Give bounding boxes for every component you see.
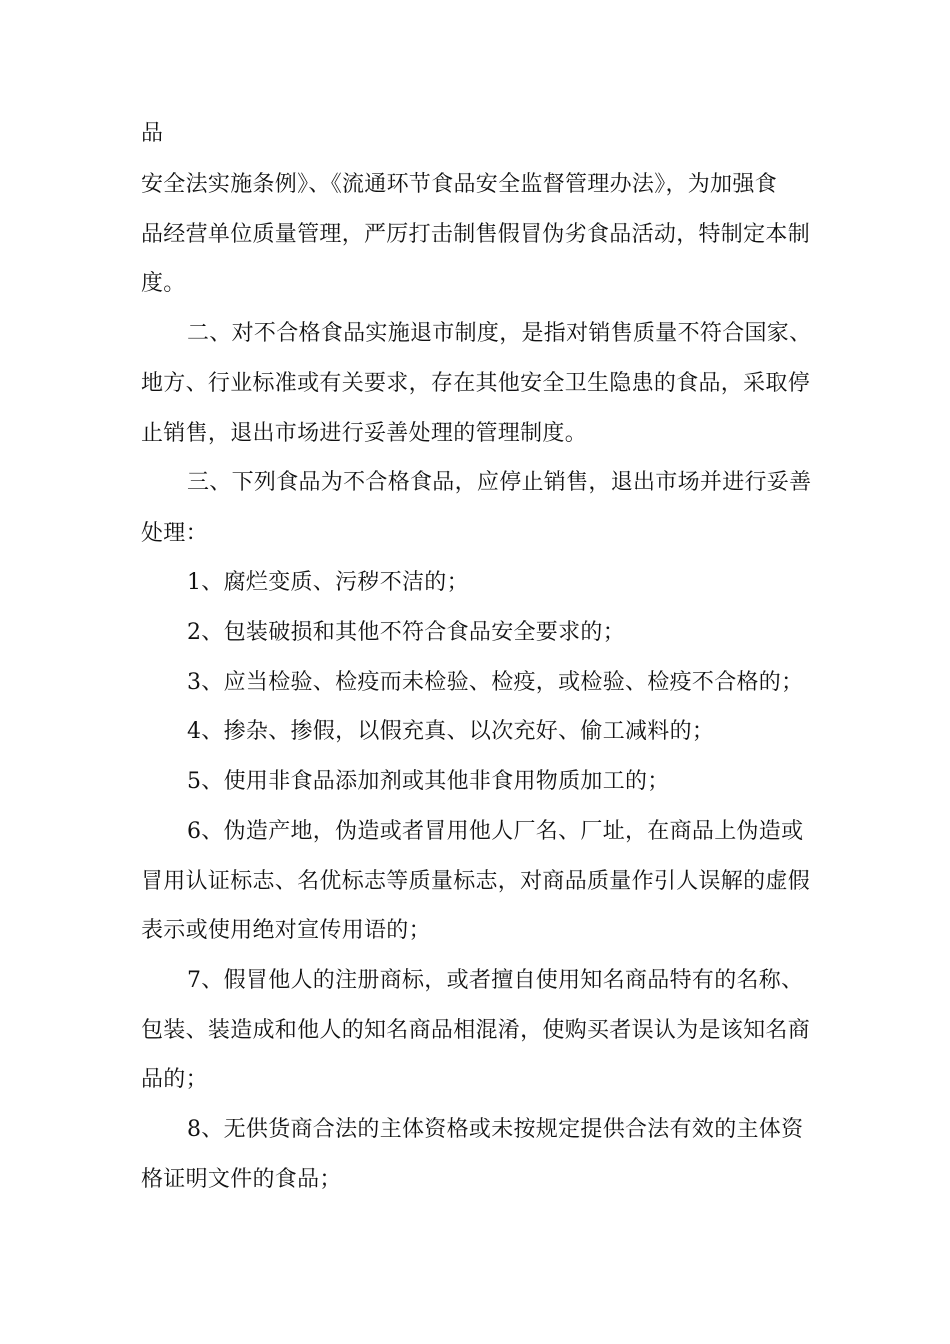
list-item-6: 6、伪造产地，伪造或者冒用他人厂名、厂址，在商品上伪造或 [187, 819, 804, 844]
list-item-8: 8、无供货商合法的主体资格或未按规定提供合法有效的主体资 [187, 1117, 804, 1142]
text-line: 冒用认证标志、名优标志等质量标志，对商品质量作引人误解的虚假 [141, 869, 811, 894]
text-line: 品经营单位质量管理，严厉打击制售假冒伪劣食品活动，特制定本制 [141, 222, 811, 247]
text-line: 地方、行业标准或有关要求，存在其他安全卫生隐患的食品，采取停 [141, 371, 811, 396]
text-line: 度。 [141, 271, 186, 296]
text-line: 止销售，退出市场进行妥善处理的管理制度。 [141, 421, 588, 446]
text-line: 处理： [141, 521, 208, 546]
list-item-7: 7、假冒他人的注册商标，或者擅自使用知名商品特有的名称、 [187, 968, 804, 993]
list-item-1: 1、腐烂变质、污秽不洁的； [187, 570, 469, 595]
text-line: 格证明文件的食品； [141, 1167, 342, 1192]
list-item-4: 4、掺杂、掺假，以假充真、以次充好、偷工减料的； [187, 719, 715, 744]
text-line: 品的； [141, 1067, 208, 1092]
paragraph-3-start: 三、下列食品为不合格食品，应停止销售，退出市场并进行妥善 [187, 470, 812, 495]
text-line: 包装、装造成和他人的知名商品相混淆，使购买者误认为是该知名商 [141, 1018, 811, 1043]
text-line: 安全法实施条例》、《流通环节食品安全监督管理办法》，为加强食 [141, 172, 778, 197]
text-line: 品 [141, 121, 164, 146]
list-item-5: 5、使用非食品添加剂或其他非食用物质加工的； [187, 769, 670, 794]
paragraph-2-start: 二、对不合格食品实施退市制度，是指对销售质量不符合国家、 [187, 321, 812, 346]
text-line: 表示或使用绝对宣传用语的； [141, 918, 431, 943]
list-item-2: 2、包装破损和其他不符合食品安全要求的； [187, 620, 625, 645]
list-item-3: 3、应当检验、检疫而未检验、检疫，或检验、检疫不合格的； [187, 670, 804, 695]
